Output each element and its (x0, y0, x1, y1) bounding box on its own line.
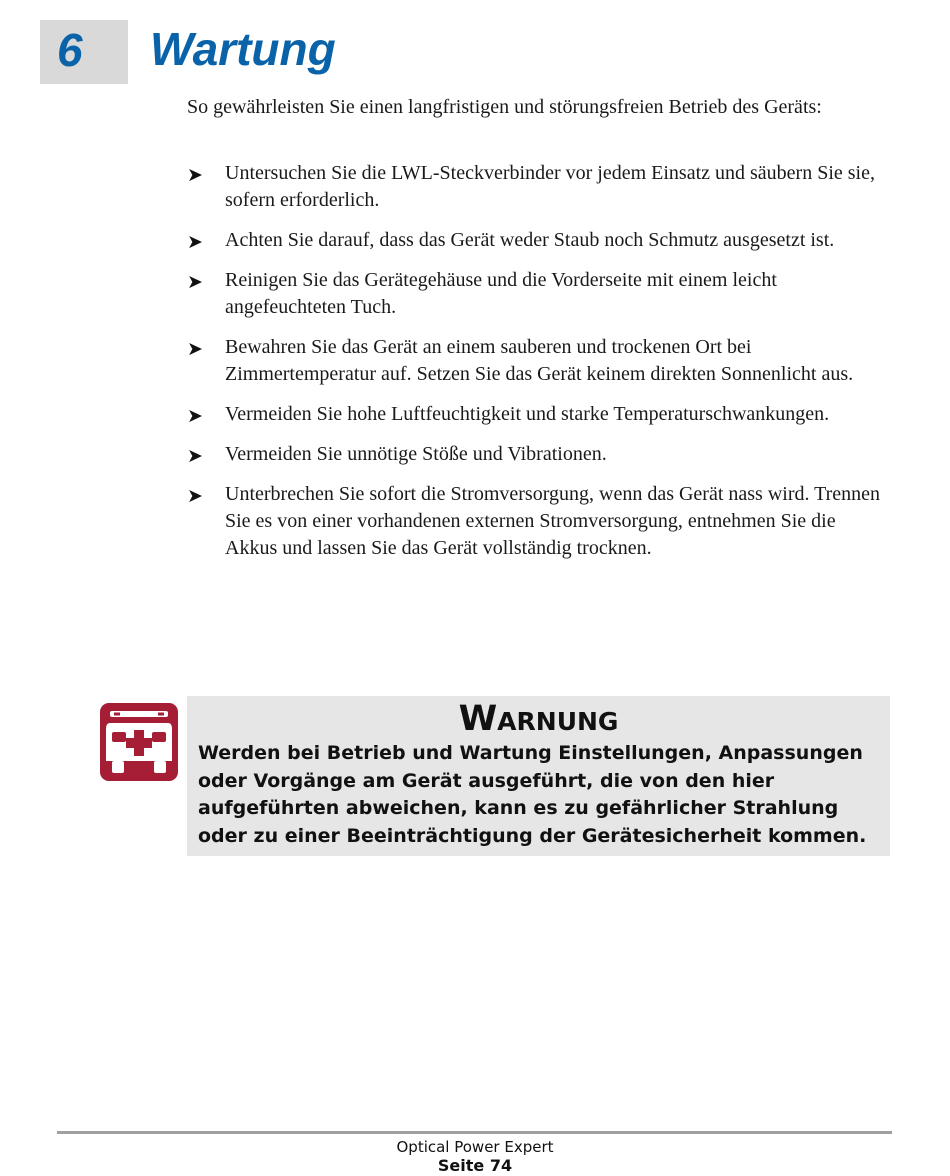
maintenance-list (187, 160, 887, 575)
arrow-bullet-icon: ➤ (187, 445, 203, 467)
warning-text: Werden bei Betrieb und Wartung Einstellungen, Anpassungen oder Vorgänge am Gerät ausgeführt, die von den hier aufgeführten abweichen, kann es zu gefährlicher Strahlung oder zu einer Beeinträchtigung der Gerätesicherheit kommen. (198, 742, 867, 847)
ambulance-icon (100, 703, 178, 781)
warning-box (187, 696, 890, 856)
chapter-number: 6 (57, 24, 83, 76)
list-item-text: Unterbrechen Sie sofort die Stromversorgung, wenn das Gerät nass wird. Trennen Sie es von einer vorhandenen externen Stromversorgung, entnehmen Sie die Akkus und lassen Sie das Gerät vollständig trocknen. (225, 483, 881, 559)
footer-product-name: Optical Power Expert (396, 1138, 554, 1156)
list-item (187, 160, 887, 214)
arrow-bullet-icon: ➤ (187, 485, 203, 507)
list-item-text: Reinigen Sie das Gerätegehäuse und die Vorderseite mit einem leicht angefeuchteten Tuch. (225, 269, 777, 318)
list-item (187, 334, 887, 388)
arrow-bullet-icon: ➤ (187, 271, 203, 293)
list-item (187, 481, 887, 562)
list-item-text: Vermeiden Sie unnötige Stöße und Vibrationen. (225, 443, 607, 465)
footer-page-number: Seite 74 (437, 1156, 513, 1175)
list-item-text: Achten Sie darauf, dass das Gerät weder Staub noch Schmutz ausgesetzt ist. (225, 229, 835, 251)
list-item (187, 401, 887, 428)
warning-title: Warnung (458, 699, 619, 739)
arrow-bullet-icon: ➤ (187, 231, 203, 253)
chapter-number-box (40, 20, 128, 84)
chapter-title: Wartung (150, 23, 336, 75)
list-item-text: Bewahren Sie das Gerät an einem sauberen und trockenen Ort bei Zimmertemperatur auf. Setzen Sie das Gerät keinem direkten Sonnenlicht aus. (225, 336, 854, 385)
arrow-bullet-icon: ➤ (187, 164, 203, 186)
list-item-text: Untersuchen Sie die LWL-Steckverbinder vor jedem Einsatz und säubern Sie sie, sofern erforderlich. (225, 162, 875, 211)
list-item-text: Vermeiden Sie hohe Luftfeuchtigkeit und starke Temperaturschwankungen. (225, 403, 830, 425)
footer-divider (57, 1131, 892, 1134)
arrow-bullet-icon: ➤ (187, 405, 203, 427)
arrow-bullet-icon: ➤ (187, 338, 203, 360)
list-item (187, 267, 887, 321)
list-item (187, 227, 887, 254)
intro-paragraph: So gewährleisten Sie einen langfristigen und störungsfreien Betrieb des Geräts: (187, 96, 822, 118)
list-item (187, 441, 887, 468)
